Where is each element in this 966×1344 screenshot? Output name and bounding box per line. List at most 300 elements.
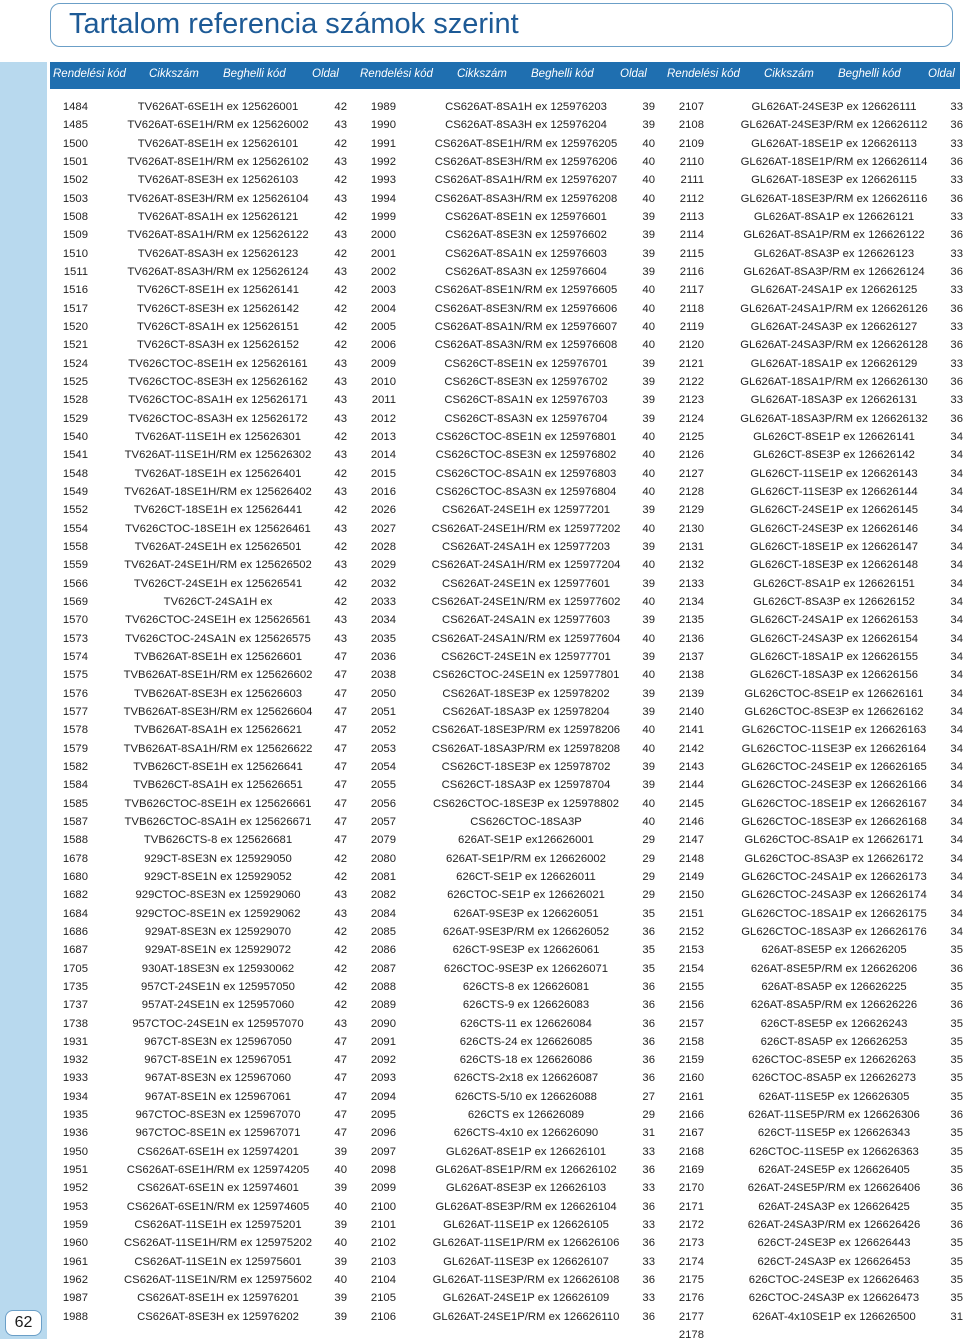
page-cell: 33 — [950, 137, 963, 150]
page-cell: 39 — [334, 1310, 347, 1323]
item-number-cell: GL626CTOC-18SE1P ex 126626167 — [741, 797, 927, 810]
item-number-cell: GL626AT-24SE1P ex 126626109 — [442, 1292, 610, 1305]
table-row — [666, 428, 966, 446]
page-cell: 43 — [334, 522, 347, 535]
order-code-cell: 2144 — [678, 779, 704, 792]
order-code-cell: 2119 — [679, 320, 704, 333]
order-code-cell: 1520 — [62, 320, 88, 333]
table-row — [666, 245, 966, 263]
page-cell: 36 — [642, 1164, 655, 1177]
page-cell: 34 — [950, 504, 963, 517]
item-number-cell: TVB626CT-8SE1H ex 125626641 — [133, 760, 303, 773]
table-row — [358, 648, 658, 666]
item-number-cell: GL626CTOC-11SE3P ex 126626164 — [741, 742, 927, 755]
item-number-cell: TV626AT-8SE1H ex 125626101 — [137, 137, 299, 150]
page-cell: 33 — [950, 394, 963, 407]
item-number-cell: GL626AT-8SA1P ex 126626121 — [753, 210, 915, 223]
order-code-cell: 2145 — [678, 797, 704, 810]
table-row — [666, 1106, 966, 1124]
order-code-cell: 1935 — [62, 1109, 88, 1122]
order-code-cell: 2084 — [370, 907, 396, 920]
page-cell: 34 — [950, 430, 963, 443]
item-number-cell: 626AT-SE1P ex126626001 — [458, 834, 594, 847]
page-cell: 36 — [642, 1274, 655, 1287]
table-row — [666, 281, 966, 299]
order-code-cell: 2053 — [370, 742, 396, 755]
page-cell: 36 — [642, 1072, 655, 1085]
page-cell: 43 — [334, 375, 347, 388]
table-row — [666, 300, 966, 318]
order-code-cell: 1574 — [62, 650, 88, 663]
order-code-cell: 2035 — [370, 632, 396, 645]
page-number: 62 — [14, 1314, 33, 1331]
table-row — [50, 520, 350, 538]
order-code-cell: 2170 — [678, 1182, 704, 1195]
item-number-cell: 626CT-8SE5P ex 126626243 — [760, 1017, 908, 1030]
item-number-cell: TV626AT-24SE1H/RM ex 125626502 — [124, 559, 312, 572]
item-number-cell: TV626CTOC-8SA1H ex 125626171 — [128, 394, 308, 407]
order-code-cell: 2056 — [370, 797, 396, 810]
page-cell: 33 — [950, 174, 963, 187]
page-cell: 36 — [642, 925, 655, 938]
item-number-cell: CS626AT-6SE1H ex 125974201 — [137, 1145, 299, 1158]
order-code-cell: 1577 — [62, 705, 88, 718]
item-number-cell: TV626AT-6SE1H/RM ex 125626002 — [127, 119, 309, 132]
order-code-cell: 1584 — [62, 779, 88, 792]
header-page: Oldal — [620, 68, 647, 80]
page-cell: 47 — [334, 650, 347, 663]
page-cell: 27 — [642, 1090, 655, 1103]
page-cell: 42 — [334, 320, 347, 333]
table-row — [666, 391, 966, 409]
item-number-cell: CS626AT-8SA1N ex 125976603 — [445, 247, 607, 260]
page-cell: 35 — [950, 944, 963, 957]
order-code-cell: 2146 — [678, 815, 704, 828]
item-number-cell: TVB626AT-8SE1H ex 125626601 — [133, 650, 303, 663]
table-row — [358, 685, 658, 703]
order-code-cell: 2107 — [678, 101, 704, 113]
order-code-cell: 2108 — [678, 119, 704, 132]
item-number-cell: CS626AT-8SE3H/RM ex 125976206 — [434, 155, 618, 168]
item-number-cell: 626AT-8SA5P/RM ex 126626226 — [750, 999, 918, 1012]
item-number-cell: TV626CTOC-18SE1H ex 125626461 — [125, 522, 311, 535]
order-code-cell: 2178 — [678, 1329, 704, 1342]
order-code-cell: 2150 — [678, 889, 704, 902]
table-row — [358, 355, 658, 373]
page-cell: 35 — [950, 980, 963, 993]
page-cell: 47 — [334, 705, 347, 718]
page-cell: 43 — [334, 265, 347, 278]
order-code-cell: 1705 — [62, 962, 88, 975]
table-row — [50, 758, 350, 776]
item-number-cell: CS626AT-18SA3P/RM ex 125978208 — [431, 742, 621, 755]
item-number-cell: GL626CT-18SE1P ex 126626147 — [749, 540, 919, 553]
item-number-cell: TV626CT-8SA3H ex 125626152 — [136, 339, 300, 352]
item-number-cell: CS626AT-8SA1H/RM ex 125976207 — [434, 174, 618, 187]
table-row — [666, 410, 966, 428]
item-number-cell: TV626CTOC-24SA1N ex 125626575 — [125, 632, 311, 645]
page-cell: 42 — [334, 577, 347, 590]
page-cell: 36 — [950, 412, 963, 425]
table-row — [666, 1069, 966, 1087]
page-cell: 42 — [334, 504, 347, 517]
page-cell: 36 — [950, 229, 963, 242]
page-cell: 40 — [642, 192, 655, 205]
order-code-cell: 1932 — [62, 1054, 88, 1067]
page-cell: 39 — [642, 504, 655, 517]
order-code-cell: 2174 — [678, 1255, 704, 1268]
item-number-cell: TV626AT-8SE1H/RM ex 125626102 — [127, 155, 309, 168]
order-code-cell: 2168 — [678, 1145, 704, 1158]
page-cell: 42 — [334, 852, 347, 865]
page-cell: 33 — [642, 1255, 655, 1268]
table-row — [358, 758, 658, 776]
page-title: Tartalom referencia számok szerint — [69, 8, 519, 40]
page-cell: 34 — [950, 724, 963, 737]
table-row — [666, 171, 966, 189]
page-cell: 33 — [950, 357, 963, 370]
table-row — [666, 355, 966, 373]
table-row — [666, 868, 966, 886]
table-row — [358, 410, 658, 428]
item-number-cell: TV626CT-24SE1H ex 125626541 — [133, 577, 303, 590]
table-row — [666, 1326, 966, 1344]
table-row — [50, 1161, 350, 1179]
page-cell: 39 — [334, 1219, 347, 1232]
page-cell: 42 — [334, 962, 347, 975]
item-number-cell: CS626AT-8SE1H ex 125976201 — [137, 1292, 299, 1305]
item-number-cell: GL626AT-8SA3P ex 126626123 — [753, 247, 915, 260]
order-code-cell: 2100 — [370, 1200, 396, 1213]
sidebar-band — [0, 62, 47, 1339]
table-row — [358, 153, 658, 171]
item-number-cell: TV626CT-18SE1H ex 125626441 — [133, 504, 303, 517]
page-cell: 47 — [334, 834, 347, 847]
order-code-cell: 1680 — [62, 870, 88, 883]
table-row — [666, 226, 966, 244]
table-row — [666, 1051, 966, 1069]
page-cell: 33 — [642, 1145, 655, 1158]
table-row — [666, 850, 966, 868]
page-cell: 43 — [334, 907, 347, 920]
table-row — [358, 1106, 658, 1124]
order-code-cell: 2161 — [678, 1090, 704, 1103]
table-row — [50, 1271, 350, 1289]
page-cell: 39 — [642, 247, 655, 260]
table-row — [50, 1015, 350, 1033]
order-code-cell: 2131 — [678, 540, 704, 553]
item-number-cell: CS626CT-18SA3P ex 125978704 — [441, 779, 611, 792]
item-number-cell: GL626AT-18SA3P ex 126626131 — [750, 394, 918, 407]
table-row — [666, 446, 966, 464]
page-cell: 36 — [950, 302, 963, 315]
order-code-cell: 2085 — [370, 925, 396, 938]
order-code-cell: 2027 — [370, 522, 396, 535]
item-number-cell: 626CTS ex 126626089 — [467, 1109, 585, 1122]
page-cell: 43 — [334, 632, 347, 645]
order-code-cell: 2112 — [679, 192, 704, 205]
item-number-cell: 626CTOC-8SE5P ex 126626263 — [751, 1054, 917, 1067]
item-number-cell: CS626CT-8SA1N ex 125976703 — [444, 394, 608, 407]
item-number-cell: TVB626AT-8SA1H/RM ex 125626622 — [123, 742, 313, 755]
order-code-cell: 2118 — [679, 302, 704, 315]
table-row — [50, 263, 350, 281]
item-number-cell: CS626AT-18SE3P/RM ex 125978206 — [431, 724, 621, 737]
table-row — [358, 905, 658, 923]
table-row — [358, 1015, 658, 1033]
page-cell: 34 — [950, 852, 963, 865]
table-row — [358, 575, 658, 593]
table-row — [666, 923, 966, 941]
table-row — [50, 281, 350, 299]
order-code-cell: 1953 — [62, 1200, 88, 1213]
page-cell: 34 — [950, 540, 963, 553]
order-code-cell: 2102 — [370, 1237, 396, 1250]
page-cell: 39 — [334, 1182, 347, 1195]
page-cell: 34 — [950, 705, 963, 718]
order-code-cell: 2176 — [678, 1292, 704, 1305]
item-number-cell: 929CT-8SE1N ex 125929052 — [144, 870, 292, 883]
table-row — [666, 886, 966, 904]
order-code-cell: 1991 — [370, 137, 396, 150]
table-row — [50, 483, 350, 501]
table-row — [50, 721, 350, 739]
table-row — [666, 465, 966, 483]
page-cell: 40 — [334, 1200, 347, 1213]
item-number-cell: GL626CTOC-18SA1P ex 126626175 — [741, 907, 927, 920]
table-row — [666, 520, 966, 538]
table-row — [50, 318, 350, 336]
order-code-cell: 2001 — [370, 247, 396, 260]
item-number-cell: CS626AT-6SE1H/RM ex 125974205 — [126, 1164, 310, 1177]
page-cell: 42 — [334, 339, 347, 352]
order-code-cell: 2166 — [678, 1109, 704, 1122]
order-code-cell: 1573 — [62, 632, 88, 645]
page-cell: 35 — [950, 1145, 963, 1158]
page-cell: 47 — [334, 779, 347, 792]
table-row — [50, 135, 350, 153]
item-number-cell: TV626AT-11SE1H/RM ex 125626302 — [124, 449, 312, 462]
table-row — [50, 190, 350, 208]
table-row — [358, 923, 658, 941]
order-code-cell: 1931 — [62, 1035, 88, 1048]
table-row — [666, 538, 966, 556]
table-row — [666, 1271, 966, 1289]
item-number-cell: GL626CT-18SA3P ex 126626156 — [749, 669, 919, 682]
order-code-cell: 2158 — [678, 1035, 704, 1048]
item-number-cell: 626AT-SE1P/RM ex 126626002 — [446, 852, 606, 865]
order-code-cell: 1552 — [62, 504, 88, 517]
item-number-cell: GL626CT-8SA1P ex 126626151 — [753, 577, 915, 590]
item-number-cell: GL626AT-24SA1P ex 126626125 — [750, 284, 918, 297]
order-code-cell: 2116 — [679, 265, 704, 278]
order-code-cell: 2015 — [370, 467, 396, 480]
item-number-cell: GL626AT-18SA1P/RM ex 126626130 — [740, 375, 928, 388]
table-row — [666, 1124, 966, 1142]
item-number-cell: GL626AT-8SE3P ex 126626103 — [445, 1182, 607, 1195]
order-code-cell: 2120 — [678, 339, 704, 352]
item-number-cell: 626CTS-2x18 ex 126626087 — [453, 1072, 599, 1085]
order-code-cell: 2126 — [678, 449, 704, 462]
item-number-cell: 626AT-8SE5P ex 126626205 — [761, 944, 907, 957]
page-cell: 35 — [642, 907, 655, 920]
item-number-cell: GL626CT-24SE1P ex 126626145 — [749, 504, 919, 517]
page-cell: 42 — [334, 595, 347, 608]
item-number-cell: GL626AT-11SE3P ex 126626107 — [443, 1255, 609, 1268]
order-code-cell: 2167 — [678, 1127, 704, 1140]
table-row — [358, 996, 658, 1014]
table-row — [358, 868, 658, 886]
order-code-cell: 2115 — [679, 247, 704, 260]
order-code-cell: 2136 — [678, 632, 704, 645]
table-row — [358, 1234, 658, 1252]
page-cell: 40 — [642, 467, 655, 480]
item-number-cell: CS626CT-24SE1N ex 125977701 — [441, 650, 611, 663]
page-cell: 39 — [642, 265, 655, 278]
item-number-cell: GL626AT-8SA1P/RM ex 126626122 — [743, 229, 925, 242]
order-code-cell: 1737 — [62, 999, 88, 1012]
page-cell: 36 — [950, 1219, 963, 1232]
item-number-cell: CS626AT-8SA3H ex 125976204 — [445, 119, 607, 132]
item-number-cell: 967CT-8SE1N ex 125967051 — [144, 1054, 292, 1067]
table-row — [358, 501, 658, 519]
page-cell: 34 — [950, 669, 963, 682]
item-number-cell: 626AT-24SE5P ex 126626405 — [758, 1164, 910, 1177]
order-code-cell: 1576 — [62, 687, 88, 700]
order-code-cell: 1588 — [62, 834, 88, 847]
table-row — [666, 483, 966, 501]
item-number-cell: 626AT-24SE5P/RM ex 126626406 — [747, 1182, 921, 1195]
table-row — [50, 630, 350, 648]
order-code-cell: 2154 — [678, 962, 704, 975]
order-code-cell: 2128 — [678, 485, 704, 498]
order-code-cell: 1485 — [62, 119, 88, 132]
header-item-number: Cikkszám — [764, 68, 814, 80]
page-cell: 40 — [334, 1164, 347, 1177]
order-code-cell: 1960 — [62, 1237, 88, 1250]
order-code-cell: 2113 — [679, 210, 704, 223]
order-code-cell: 1993 — [370, 174, 396, 187]
page-cell: 34 — [950, 907, 963, 920]
order-code-cell: 2137 — [678, 650, 704, 663]
item-number-cell: TVB626AT-8SA1H ex 125626621 — [133, 724, 303, 737]
item-number-cell: 626AT-9SE3P/RM ex 126626052 — [442, 925, 610, 938]
page-cell: 42 — [334, 137, 347, 150]
item-number-cell: 930AT-18SE3N ex 125930062 — [141, 962, 295, 975]
page-cell: 43 — [334, 614, 347, 627]
table-row — [666, 795, 966, 813]
item-number-cell: TVB626AT-8SE1H/RM ex 125626602 — [123, 669, 313, 682]
item-number-cell: GL626CTOC-8SA1P ex 126626171 — [744, 834, 924, 847]
page-cell: 43 — [334, 357, 347, 370]
table-row — [50, 666, 350, 684]
table-row — [50, 703, 350, 721]
item-number-cell: TVB626CTOC-8SE1H ex 125626661 — [124, 797, 312, 810]
order-code-cell: 2009 — [370, 357, 396, 370]
item-number-cell: CS626AT-8SE3H ex 125976202 — [137, 1310, 299, 1323]
item-number-cell: 626CTOC-24SE3P ex 126626463 — [748, 1274, 920, 1287]
order-code-cell: 1517 — [62, 302, 88, 315]
table-row — [358, 1289, 658, 1307]
page-cell: 42 — [334, 467, 347, 480]
order-code-cell: 2095 — [370, 1109, 396, 1122]
page-cell: 39 — [642, 119, 655, 132]
order-code-cell: 2034 — [370, 614, 396, 627]
order-code-cell: 2088 — [370, 980, 396, 993]
order-code-cell: 2002 — [370, 265, 396, 278]
page-cell: 40 — [642, 174, 655, 187]
page-cell: 40 — [642, 320, 655, 333]
order-code-cell: 2138 — [678, 669, 704, 682]
order-code-cell: 2149 — [678, 870, 704, 883]
table-row — [358, 1124, 658, 1142]
order-code-cell: 2104 — [370, 1274, 396, 1287]
table-row — [50, 813, 350, 831]
page-cell: 40 — [642, 449, 655, 462]
table-row — [358, 98, 658, 116]
table-row — [50, 465, 350, 483]
order-code-cell: 2079 — [370, 834, 396, 847]
item-number-cell: 626CT-SE1P ex 126626011 — [456, 870, 596, 883]
table-row — [50, 685, 350, 703]
page-cell: 42 — [334, 944, 347, 957]
item-number-cell: 626AT-24SA3P ex 126626425 — [758, 1200, 910, 1213]
page-cell: 40 — [642, 815, 655, 828]
page-cell: 40 — [642, 284, 655, 297]
page-cell: 34 — [950, 614, 963, 627]
page-cell: 47 — [334, 742, 347, 755]
table-row — [666, 905, 966, 923]
table-row — [50, 593, 350, 611]
page-cell: 47 — [334, 1054, 347, 1067]
table-row — [358, 1069, 658, 1087]
page-cell: 40 — [642, 339, 655, 352]
order-code-cell: 2054 — [370, 760, 396, 773]
table-row — [50, 1106, 350, 1124]
header-emergency-code: Beghelli kód — [838, 68, 901, 80]
item-number-cell: 967CT-8SE3N ex 125967050 — [144, 1035, 292, 1048]
item-number-cell: 626CTS-5/10 ex 126626088 — [455, 1090, 597, 1103]
order-code-cell: 1684 — [62, 907, 88, 920]
page-cell: 36 — [950, 999, 963, 1012]
table-row — [666, 648, 966, 666]
table-row — [50, 1143, 350, 1161]
header-order-code: Rendelési kód — [667, 68, 740, 80]
item-number-cell: 626CTOC-24SA3P ex 126626473 — [748, 1292, 920, 1305]
item-number-cell: GL626CT-8SE3P ex 126626142 — [753, 449, 915, 462]
item-number-cell: GL626AT-18SA1P ex 126626129 — [750, 357, 918, 370]
item-number-cell: GL626AT-24SE3P/RM ex 126626112 — [740, 119, 928, 132]
page-cell: 42 — [334, 430, 347, 443]
order-code-cell: 1678 — [62, 852, 88, 865]
order-code-cell: 1575 — [62, 669, 88, 682]
header-emergency-code: Beghelli kód — [531, 68, 594, 80]
table-row — [358, 1216, 658, 1234]
item-number-cell: 626CTS-18 ex 126626086 — [459, 1054, 593, 1067]
table-row — [50, 1198, 350, 1216]
item-number-cell: TV626AT-18SE1H/RM ex 125626402 — [124, 485, 312, 498]
page-cell: 39 — [642, 705, 655, 718]
order-code-cell: 2014 — [370, 449, 396, 462]
order-code-cell: 2097 — [370, 1145, 396, 1158]
order-code-cell: 1558 — [62, 540, 88, 553]
page-cell: 43 — [334, 119, 347, 132]
page-cell: 36 — [642, 1200, 655, 1213]
page-cell: 42 — [334, 247, 347, 260]
page-cell: 42 — [334, 870, 347, 883]
item-number-cell: GL626AT-24SA3P ex 126626127 — [750, 320, 918, 333]
item-number-cell: TV626CTOC-8SA3H ex 125626172 — [128, 412, 308, 425]
